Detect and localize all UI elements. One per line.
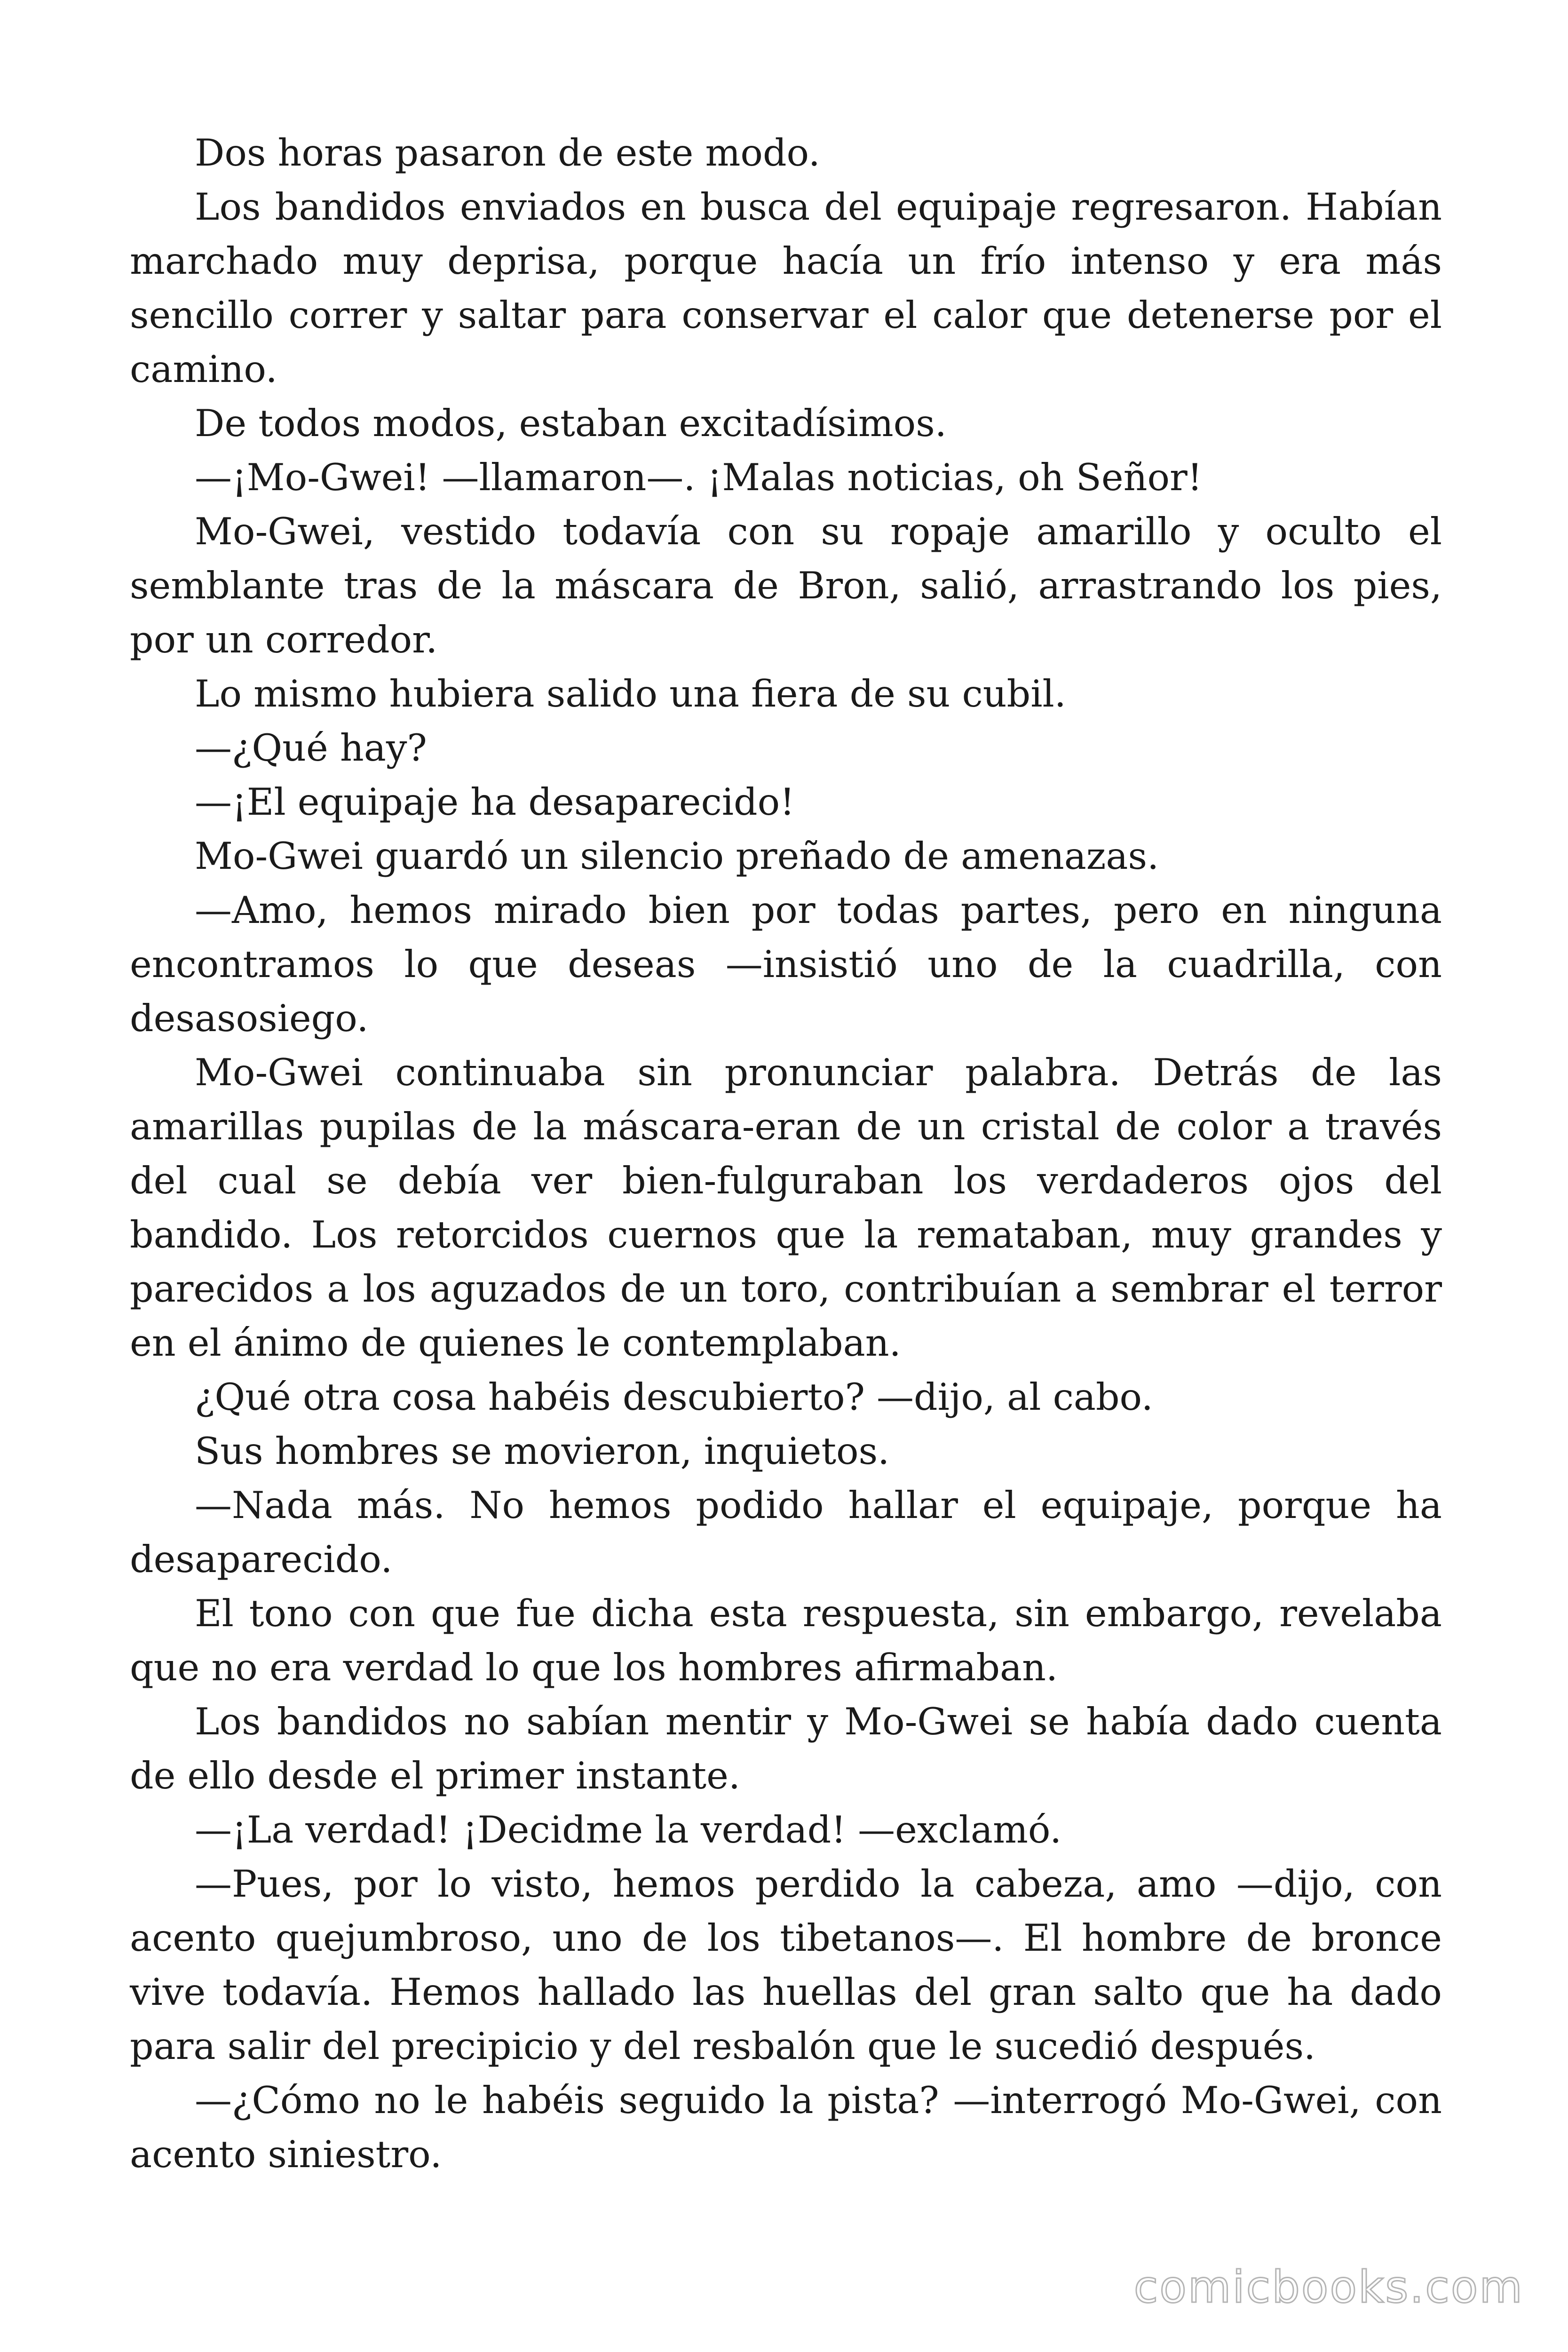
paragraph: Mo-Gwei, vestido todavía con su ropaje amarillo y oculto el semblante tras de la máscara de Bron, salió, arrastrando los pies, por un corredor. [130, 510, 1442, 661]
paragraph: Los bandidos no sabían mentir y Mo-Gwei se había dado cuenta de ello desde el primer instante. [130, 1700, 1442, 1797]
paragraph: —Amo, hemos mirado bien por todas partes, pero en ninguna encontramos lo que deseas —insistió uno de la cuadrilla, con desasosiego. [130, 889, 1442, 1040]
paragraph: —¿Qué hay? [195, 726, 427, 770]
paragraph: —¡El equipaje ha desaparecido! [195, 780, 795, 824]
paragraph: —Nada más. No hemos podido hallar el equipaje, porque ha desaparecido. [130, 1484, 1442, 1581]
paragraph: Dos horas pasaron de este modo. [195, 131, 820, 175]
site-watermark: comicbooks.com [1133, 2262, 1524, 2313]
paragraph: Mo-Gwei guardó un silencio preñado de amenazas. [195, 834, 1159, 878]
paragraph: El tono con que fue dicha esta respuesta, sin embargo, revelaba que no era verdad lo que los hombres afirmaban. [130, 1592, 1442, 1689]
paragraph: Lo mismo hubiera salido una fiera de su cubil. [195, 672, 1066, 715]
paragraph: Los bandidos enviados en busca del equipaje regresaron. Habían marchado muy deprisa, porque hacía un frío intenso y era más sencillo correr y saltar para conservar el calor que detenerse por el camino. [130, 185, 1442, 391]
paragraph: —¡Mo-Gwei! —llamaron—. ¡Malas noticias, oh Señor! [195, 456, 1203, 499]
paragraph: —Pues, por lo visto, hemos perdido la cabeza, amo —dijo, con acento quejumbroso, uno de los tibetanos—. El hombre de bronce vive todavía. Hemos hallado las huellas del gran salto que ha dado para salir del precipicio y del resbalón que le sucedió después. [130, 1862, 1442, 2068]
paragraph: Mo-Gwei continuaba sin pronunciar palabra. Detrás de las amarillas pupilas de la máscara-eran de un cristal de color a través del cual se debía ver bien-fulguraban los verdaderos ojos del bandido. Los retorcidos cuernos que la remataban, muy grandes y parecidos a los aguzados de un toro, contribuían a sembrar el terror en el ánimo de quienes le contemplaban. [130, 1051, 1442, 1365]
paragraph: ¿Qué otra cosa habéis descubierto? —dijo, al cabo. [195, 1375, 1153, 1419]
paragraph: Sus hombres se movieron, inquietos. [195, 1430, 890, 1473]
paragraph: —¿Cómo no le habéis seguido la pista? —interrogó Mo-Gwei, con acento siniestro. [130, 2079, 1442, 2176]
paragraph: De todos modos, estaban excitadísimos. [195, 402, 947, 445]
page-text [130, 126, 1442, 2182]
paragraph: —¡La verdad! ¡Decidme la verdad! —exclamó. [195, 1808, 1062, 1851]
